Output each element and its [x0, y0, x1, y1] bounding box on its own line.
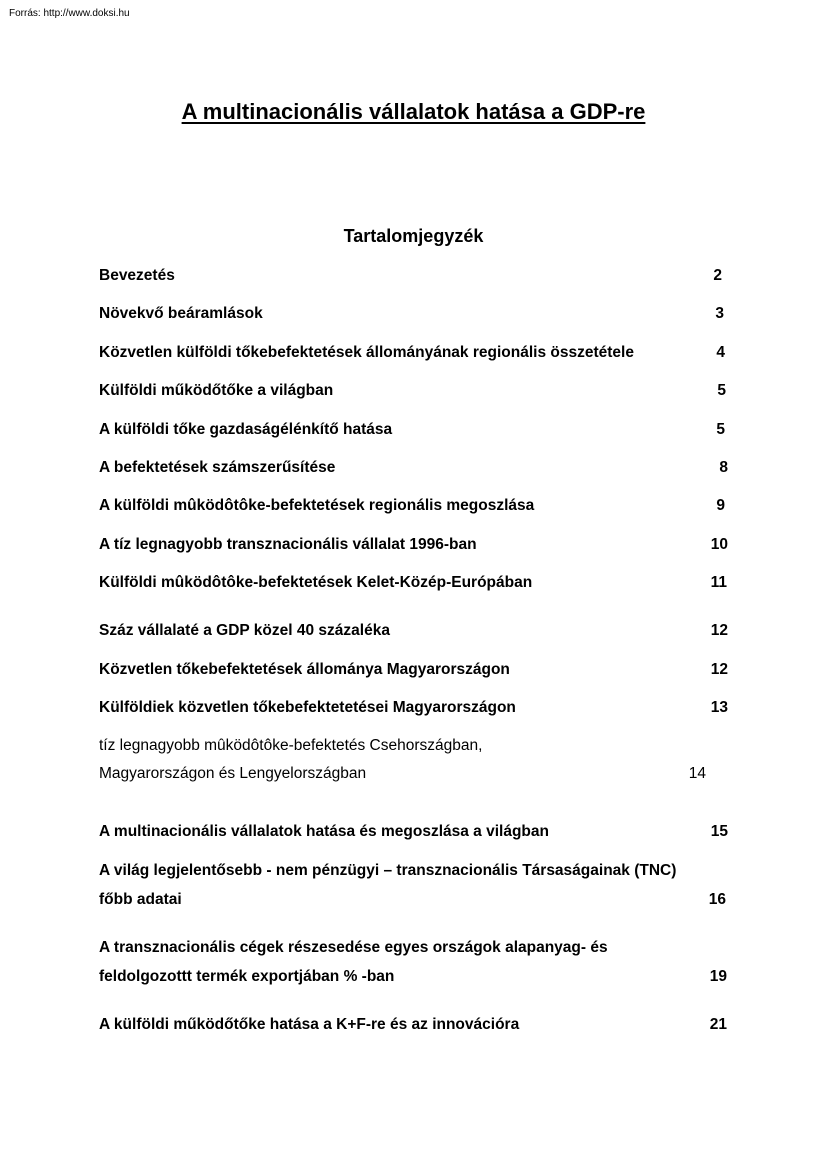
toc-entry-title: A tíz legnagyobb transznacionális vállalat 1996-ban: [99, 536, 477, 553]
toc-entry-page: 3: [715, 305, 724, 322]
toc-entry-page: 15: [710, 823, 728, 840]
toc-entry-page: 19: [709, 968, 727, 985]
toc-entry-page: 21: [709, 1016, 727, 1033]
toc-entry-title-line1: A világ legjelentősebb - nem pénzügyi – transznacionális Társaságainak (TNC): [99, 862, 677, 879]
toc-entry-title: A multinacionális vállalatok hatása és megoszlása a világban: [99, 823, 549, 840]
toc-entry-title-line2: főbb adatai: [99, 891, 182, 908]
toc-entry-page: 13: [710, 699, 728, 716]
toc-entry-page: 4: [716, 344, 725, 361]
toc-entry-title-line2: Magyarországon és Lengyelországban: [99, 765, 367, 782]
toc-entry-title: Külföldiek közvetlen tőkebefektetetései Magyarországon: [99, 699, 516, 716]
toc-entry-title-line1: A transznacionális cégek részesedése egyes országok alapanyag- és: [99, 939, 608, 956]
toc-entry-title: Külföldi működőtőke a világban: [99, 382, 334, 399]
toc-entry-page: 8: [719, 459, 728, 476]
toc-entry-page: 9: [716, 497, 725, 514]
toc-entry-page: 10: [710, 536, 728, 553]
toc-entry-title: Száz vállalaté a GDP közel 40 százaléka: [99, 622, 390, 639]
toc-entry-page: 12: [710, 661, 728, 678]
toc-entry-page: 12: [710, 622, 728, 639]
toc-heading: Tartalomjegyzék: [343, 226, 484, 246]
toc-entry-title: Külföldi mûködôtôke-befektetések Kelet-Közép-Európában: [99, 574, 533, 591]
toc-entry-title: A befektetések számszerűsítése: [99, 459, 336, 476]
source-note: Forrás: http://www.doksi.hu: [9, 8, 130, 19]
toc-entry-page: 11: [710, 574, 727, 591]
toc-entry-page: 2: [713, 267, 722, 284]
toc-entry-page: 16: [708, 891, 726, 908]
toc-entry-title: Bevezetés: [99, 267, 175, 284]
toc-entry-title: Növekvő beáramlások: [99, 305, 263, 322]
toc-entry-title: A külföldi működőtőke hatása a K+F-re és az innovációra: [99, 1016, 520, 1033]
toc-entry-title: A külföldi mûködôtôke-befektetések regionális megoszlása: [99, 497, 535, 514]
toc-entry-page: 5: [716, 421, 725, 438]
toc-entry-page: 14: [688, 765, 706, 782]
toc-entry-title: A külföldi tőke gazdaságélénkítő hatása: [99, 421, 393, 438]
toc-entry-title-line2: feldolgozottt termék exportjában % -ban: [99, 968, 395, 985]
document-title: A multinacionális vállalatok hatása a GDP-re: [181, 99, 646, 124]
toc-entry-page: 5: [717, 382, 726, 399]
toc-entry-title: Közvetlen külföldi tőkebefektetések állományának regionális összetétele: [99, 344, 634, 361]
toc-entry-title-line1: tíz legnagyobb mûködôtôke-befektetés Csehországban,: [99, 737, 483, 754]
toc-entry-title: Közvetlen tőkebefektetések állománya Magyarországon: [99, 661, 510, 678]
